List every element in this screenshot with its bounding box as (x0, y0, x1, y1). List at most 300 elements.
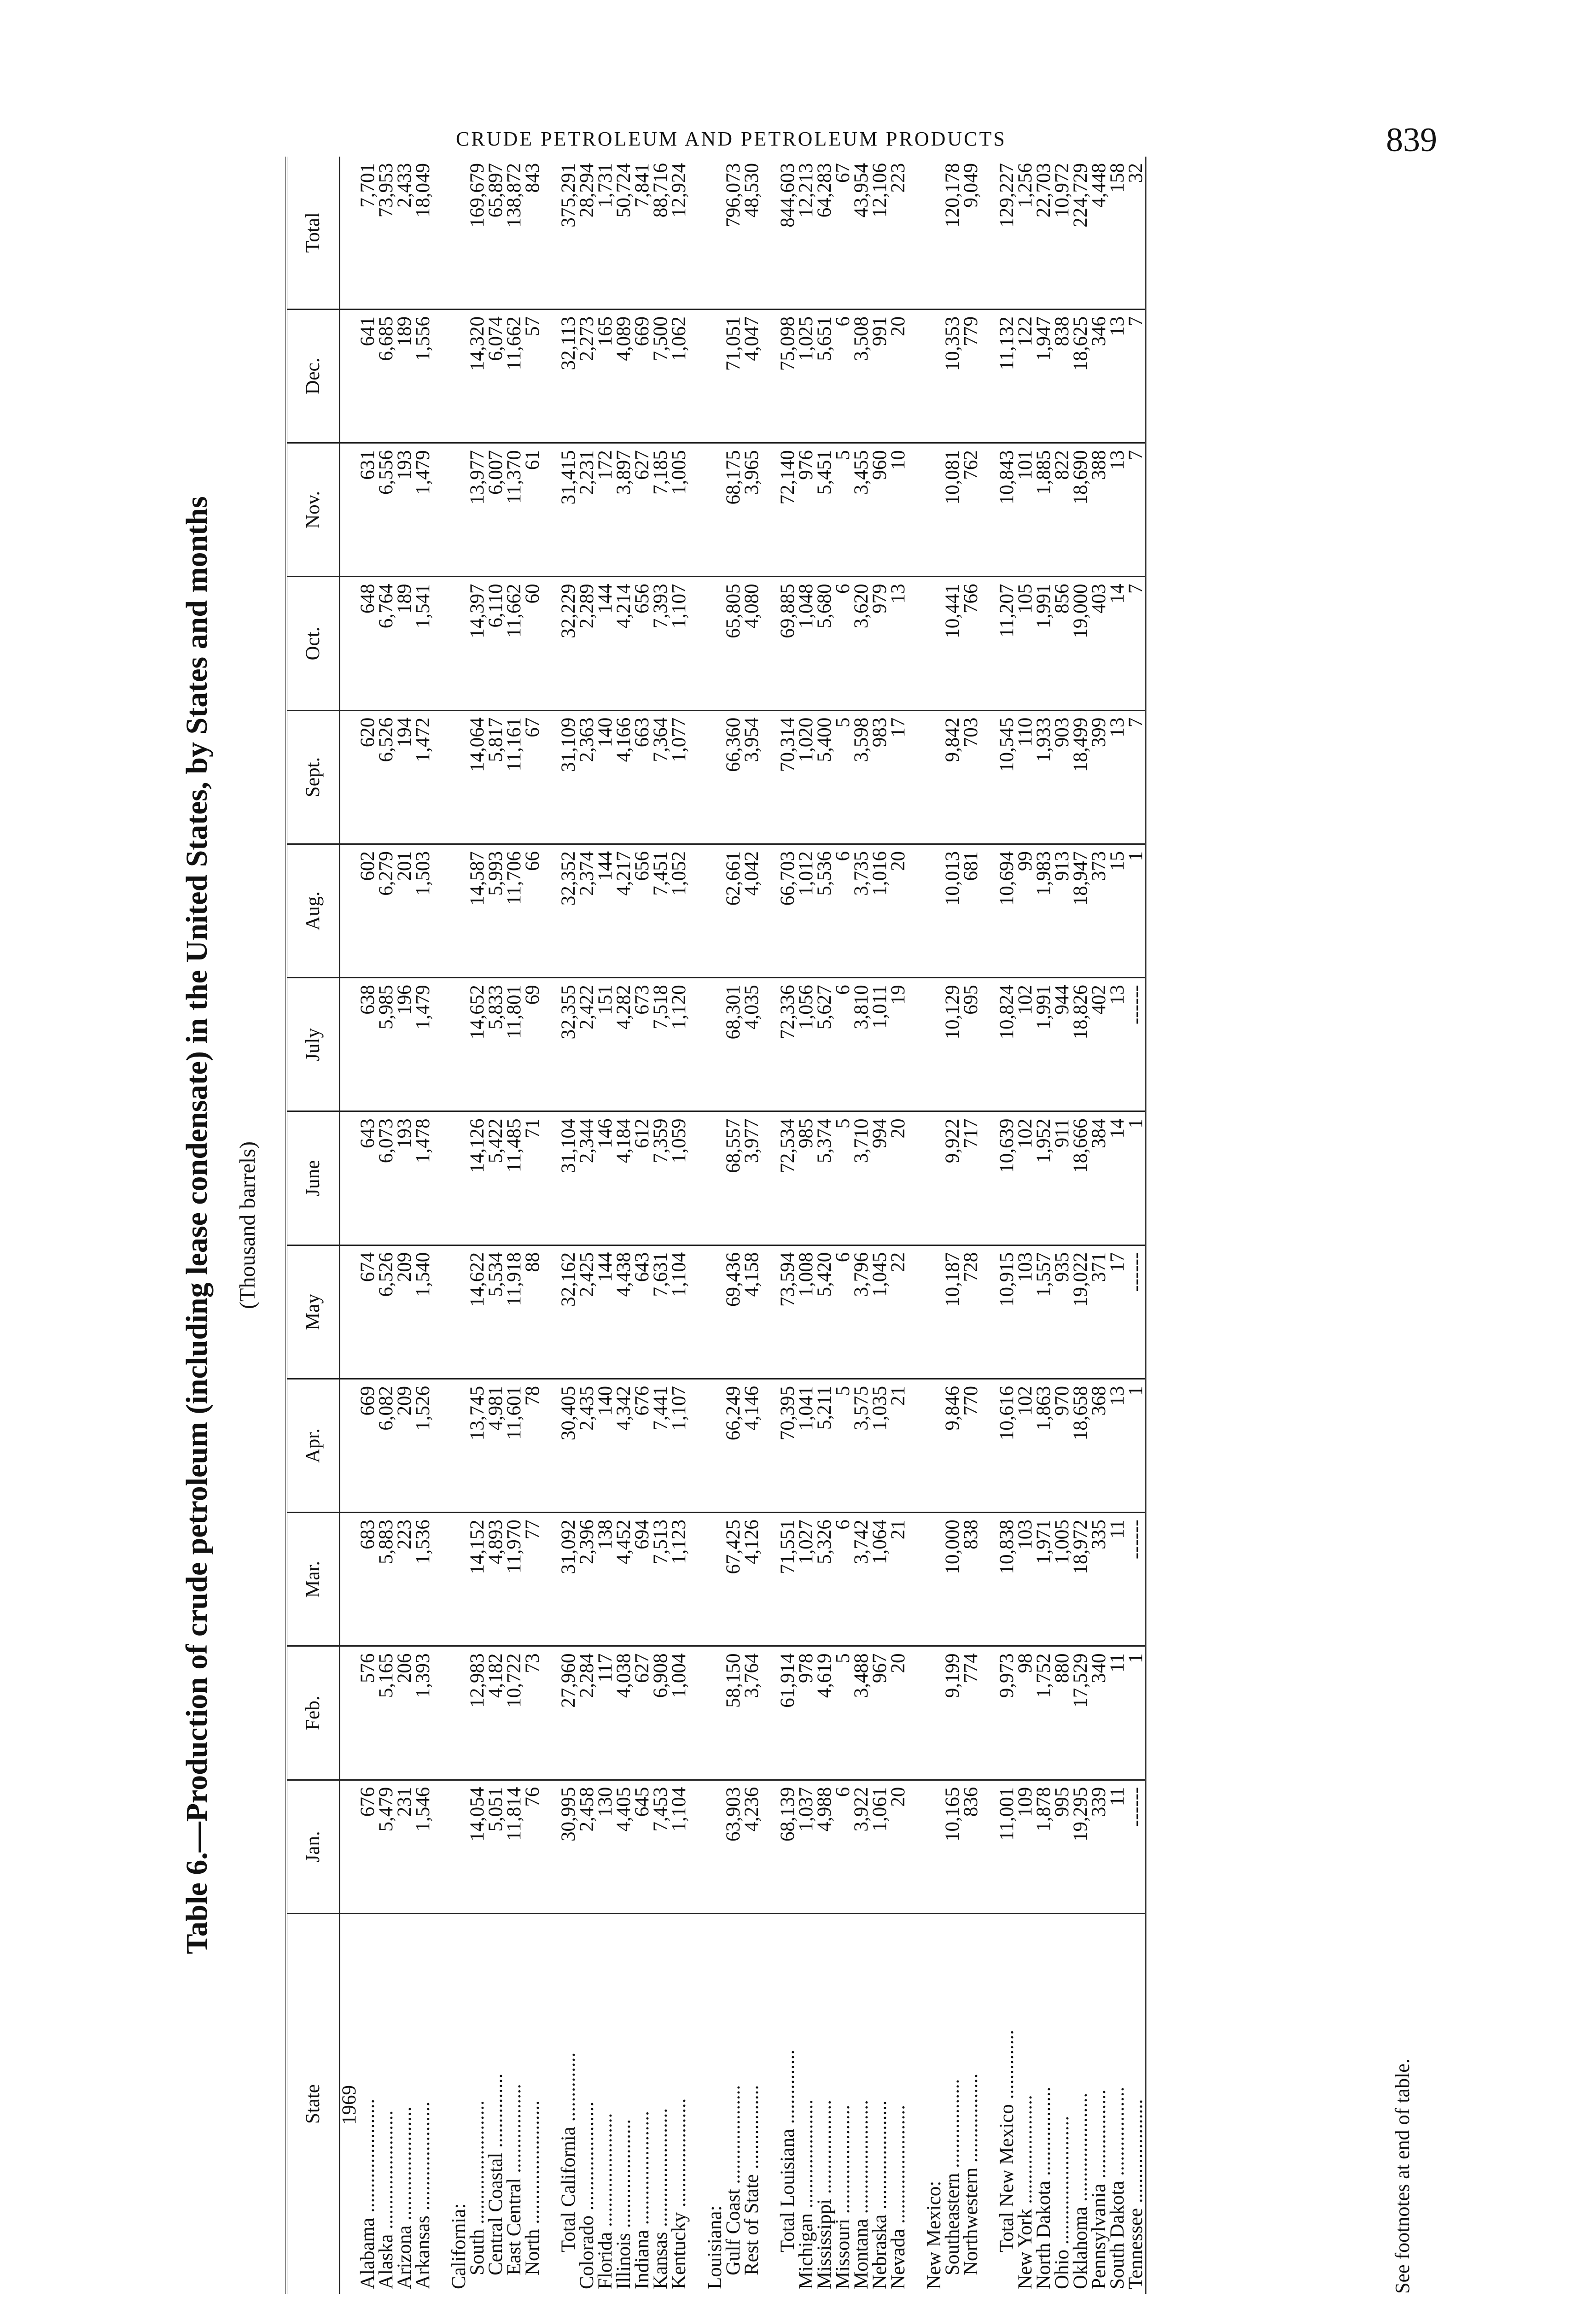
table-cell: 140 (596, 1379, 615, 1513)
row-label: Nevada ........................ (887, 2104, 909, 2289)
table-cell: 10,972 (1053, 157, 1072, 310)
table-cell: 102 (1016, 1379, 1035, 1513)
table-cell: 5,051 (487, 1780, 505, 1913)
table-cell: 110 (1016, 710, 1035, 844)
table-cell: 779 (962, 310, 980, 443)
table-cell: ------ (1127, 978, 1146, 1111)
table-cell: 11,132 (998, 310, 1016, 443)
table-cell: 371 (1090, 1245, 1108, 1379)
table-cell: 5,534 (487, 1245, 505, 1379)
table-cell: 681 (962, 844, 980, 978)
table-cell: 1,256 (1016, 157, 1035, 310)
row-label: Northwestern .................. (960, 2073, 982, 2275)
table-cell (925, 310, 944, 443)
table-cell: 189 (396, 310, 414, 443)
table-cell: 14,587 (468, 844, 487, 978)
table-cell: 1,104 (670, 1780, 688, 1913)
table-cell: 19,000 (1072, 577, 1090, 710)
table-cell: 30,405 (559, 1379, 578, 1513)
table-cell: 944 (1053, 978, 1072, 1111)
table-cell: 11 (1108, 1513, 1127, 1646)
table-cell: 18,049 (414, 157, 432, 310)
table-row (578, 157, 596, 2294)
table-cell: 1,731 (596, 157, 615, 310)
row-label: Alabama ....................... (357, 2098, 379, 2289)
table-cell (450, 1245, 468, 1379)
table-cell: 129,227 (998, 157, 1016, 310)
table-cell: 6,764 (377, 577, 396, 710)
row-label: Total Louisiana ............... (777, 2049, 798, 2252)
table-cell: 1,752 (1035, 1646, 1053, 1780)
table-row (1072, 157, 1090, 2294)
table-cell: 17 (889, 710, 908, 844)
table-cell: 5 (834, 1646, 852, 1780)
table-cell: 1,947 (1035, 310, 1053, 443)
table-cell: 5,374 (815, 1111, 834, 1245)
table-cell: 1,059 (670, 1111, 688, 1245)
table-cell: 384 (1090, 1111, 1108, 1245)
table-cell: 48,530 (743, 157, 761, 310)
table-cell: ------ (1127, 1513, 1146, 1646)
table-cell: 703 (962, 710, 980, 844)
table-cell: 903 (1053, 710, 1072, 844)
table-cell: 5 (834, 443, 852, 577)
table-cell: 20 (889, 1646, 908, 1780)
table-cell: 1,393 (414, 1646, 432, 1780)
table-row (396, 157, 414, 2294)
table-cell: 1,011 (871, 978, 889, 1111)
table-cell: 66 (524, 844, 542, 978)
table-cell: 6,526 (377, 710, 396, 844)
table-cell (925, 978, 944, 1111)
table-cell: 7,359 (652, 1111, 670, 1245)
table-cell: 976 (797, 443, 815, 577)
table-cell: 856 (1053, 577, 1072, 710)
row-label: Total New Mexico .............. (996, 2029, 1018, 2252)
table-cell: 674 (359, 1245, 377, 1379)
column-header-dec: Dec. (286, 310, 340, 443)
table-cell: 1,005 (1053, 1513, 1072, 1646)
table-cell: 18,826 (1072, 978, 1090, 1111)
row-label: Indiana ....................... (631, 2111, 653, 2289)
table-cell: 1,025 (797, 310, 815, 443)
group-spacer (688, 157, 706, 2294)
table-cell: 762 (962, 443, 980, 577)
table-cell: 656 (633, 844, 652, 978)
table-cell: 144 (596, 577, 615, 710)
table-cell: 960 (871, 443, 889, 577)
table-cell: 3,455 (852, 443, 871, 577)
table-cell (450, 978, 468, 1111)
table-cell: 2,458 (578, 1780, 596, 1913)
table-cell: 138,872 (505, 157, 524, 310)
table-cell: 60 (524, 577, 542, 710)
table-cell: 774 (962, 1646, 980, 1780)
table-row (1053, 157, 1072, 2294)
table-cell: 224,729 (1072, 157, 1090, 310)
table-cell: 6,074 (487, 310, 505, 443)
table-cell: 1,536 (414, 1513, 432, 1646)
group-spacer (908, 157, 925, 2294)
table-cell: 120,178 (944, 157, 962, 310)
table-cell: 6 (834, 1245, 852, 1379)
table-cell: 4,282 (615, 978, 633, 1111)
table-cell: 4,893 (487, 1513, 505, 1646)
table-cell: 10,545 (998, 710, 1016, 844)
table-row (797, 157, 815, 2294)
table-cell: 193 (396, 1111, 414, 1245)
table-cell: 14,622 (468, 1245, 487, 1379)
table-cell: 20 (889, 1780, 908, 1913)
table-cell: 10,843 (998, 443, 1016, 577)
table-cell: 5,985 (377, 978, 396, 1111)
table-cell (925, 1513, 944, 1646)
table-cell: 22 (889, 1245, 908, 1379)
table-cell: 72,336 (779, 978, 797, 1111)
table-cell: 602 (359, 844, 377, 978)
table-cell: 6,685 (377, 310, 396, 443)
table-cell: 68,557 (724, 1111, 743, 1245)
table-cell: 69,885 (779, 577, 797, 710)
table-cell: 7,701 (359, 157, 377, 310)
table-cell: 172 (596, 443, 615, 577)
row-label: Florida ....................... (594, 2113, 616, 2289)
table-cell: 1,035 (871, 1379, 889, 1513)
table-row (1108, 157, 1127, 2294)
table-cell: 1,933 (1035, 710, 1053, 844)
table-cell: 7 (1127, 710, 1146, 844)
table-cell: 7,513 (652, 1513, 670, 1646)
table-cell: 985 (797, 1111, 815, 1245)
table-cell: 6 (834, 978, 852, 1111)
table-cell: 983 (871, 710, 889, 844)
table-cell (706, 844, 724, 978)
table-cell: 911 (1053, 1111, 1072, 1245)
table-cell (450, 157, 468, 310)
table-cell: 14,397 (468, 577, 487, 710)
table-cell: 68,139 (779, 1780, 797, 1913)
table-cell: 10,000 (944, 1513, 962, 1646)
table-cell: 32 (1127, 157, 1146, 310)
table-cell: 1,556 (414, 310, 432, 443)
table-cell: 13 (1108, 978, 1127, 1111)
table-cell: 4,089 (615, 310, 633, 443)
table-cell: 9,842 (944, 710, 962, 844)
table-cell: 1,041 (797, 1379, 815, 1513)
table-cell: 206 (396, 1646, 414, 1780)
table-cell: 1,863 (1035, 1379, 1053, 1513)
table-cell: 7 (1127, 577, 1146, 710)
table-cell: 4,047 (743, 310, 761, 443)
table-cell: 64,283 (815, 157, 834, 310)
table-cell: 1,048 (797, 577, 815, 710)
column-header-mar: Mar. (286, 1513, 340, 1646)
group-spacer (432, 157, 450, 2294)
table-cell: 193 (396, 443, 414, 577)
row-label: Montana ....................... (850, 2100, 872, 2289)
table-cell: 673 (633, 978, 652, 1111)
rotated-table-page (147, 157, 1437, 2294)
table-cell (925, 1646, 944, 1780)
table-cell: 7,453 (652, 1780, 670, 1913)
table-cell: 663 (633, 710, 652, 844)
table-cell: 3,897 (615, 443, 633, 577)
row-label: East Central .................. (503, 2084, 525, 2275)
table-cell: 10,616 (998, 1379, 1016, 1513)
row-label: Mississippi ................... (814, 2100, 835, 2289)
table-cell: 403 (1090, 577, 1108, 710)
table-cell: 5,651 (815, 310, 834, 443)
table-cell: 32,229 (559, 577, 578, 710)
table-cell (925, 1780, 944, 1913)
table-cell: 4,217 (615, 844, 633, 978)
table-cell: 836 (962, 1780, 980, 1913)
table-cell: 103 (1016, 1513, 1035, 1646)
table-cell (925, 577, 944, 710)
row-label: Colorado ...................... (576, 2101, 598, 2289)
table-cell: 3,710 (852, 1111, 871, 1245)
row-label: New York ...................... (1014, 2095, 1036, 2289)
table-cell (450, 844, 468, 978)
table-cell: 13,977 (468, 443, 487, 577)
table-cell: 101 (1016, 443, 1035, 577)
table-cell: 4,158 (743, 1245, 761, 1379)
table-cell: 17,529 (1072, 1646, 1090, 1780)
table-cell: 158 (1108, 157, 1127, 310)
table-cell: 11,001 (998, 1780, 1016, 1913)
table-cell: 5 (834, 710, 852, 844)
table-cell: 2,396 (578, 1513, 596, 1646)
table-cell: ------ (1127, 1245, 1146, 1379)
table-cell: 1,991 (1035, 978, 1053, 1111)
table-cell (925, 1379, 944, 1513)
table-cell: 10,187 (944, 1245, 962, 1379)
table-cell: 1,478 (414, 1111, 432, 1245)
table-cell: 5,993 (487, 844, 505, 978)
table-cell: 822 (1053, 443, 1072, 577)
table-cell: 6,908 (652, 1646, 670, 1780)
table-cell: 1 (1127, 1646, 1146, 1780)
table-cell: 1,983 (1035, 844, 1053, 978)
table-cell: 196 (396, 978, 414, 1111)
table-cell (925, 1245, 944, 1379)
table-cell: 5,817 (487, 710, 505, 844)
table-cell: 1,012 (797, 844, 815, 978)
table-cell: 169,679 (468, 157, 487, 310)
table-cell: 6 (834, 310, 852, 443)
table-cell: 1,479 (414, 978, 432, 1111)
table-cell: 3,742 (852, 1513, 871, 1646)
table-cell: 144 (596, 844, 615, 978)
table-row (724, 157, 743, 2294)
table-cell: 10,694 (998, 844, 1016, 978)
table-cell: 67 (524, 710, 542, 844)
table-cell: 913 (1053, 844, 1072, 978)
table-cell: 31,109 (559, 710, 578, 844)
table-cell: 1,064 (871, 1513, 889, 1646)
table-cell: 1,472 (414, 710, 432, 844)
table-cell: 14 (1108, 577, 1127, 710)
table-cell: 4,126 (743, 1513, 761, 1646)
row-label: Central Coastal ............... (485, 2073, 507, 2275)
table-cell: 10,639 (998, 1111, 1016, 1245)
table-cell: 20 (889, 1111, 908, 1245)
table-cell: 620 (359, 710, 377, 844)
table-cell: 7,631 (652, 1245, 670, 1379)
table-row (596, 157, 615, 2294)
table-cell: 6 (834, 577, 852, 710)
table-cell: 28,294 (578, 157, 596, 310)
table-cell: 6,007 (487, 443, 505, 577)
table-cell: 27,960 (559, 1646, 578, 1780)
table-cell: 14,126 (468, 1111, 487, 1245)
table-cell: 1,120 (670, 978, 688, 1111)
table-cell: 6 (834, 844, 852, 978)
table-cell: 694 (633, 1513, 652, 1646)
table-row (377, 157, 396, 2294)
table-cell: 10,838 (998, 1513, 1016, 1646)
table-cell: 231 (396, 1780, 414, 1913)
row-label: Rest of State ................. (741, 2085, 763, 2275)
table-cell: 78 (524, 1379, 542, 1513)
table-cell: 5,326 (815, 1513, 834, 1646)
table-cell: 71,051 (724, 310, 743, 443)
row-label: North Dakota .................. (1033, 2087, 1054, 2289)
table-cell: 7 (1127, 310, 1146, 443)
table-row (852, 157, 871, 2294)
table-cell: 7,364 (652, 710, 670, 844)
table-cell: 1,503 (414, 844, 432, 978)
table-cell: ------ (1127, 1780, 1146, 1913)
row-label: Louisiana: (704, 2205, 726, 2289)
table-cell: 5,680 (815, 577, 834, 710)
table-cell: 994 (871, 1111, 889, 1245)
table-cell (706, 1111, 724, 1245)
table-row (468, 157, 487, 2294)
table-cell: 373 (1090, 844, 1108, 978)
table-cell: 72,534 (779, 1111, 797, 1245)
table-row (652, 157, 670, 2294)
table-cell (706, 157, 724, 310)
table-cell: 5,451 (815, 443, 834, 577)
table-cell: 3,488 (852, 1646, 871, 1780)
column-header-apr: Apr. (286, 1379, 340, 1513)
table-cell: 3,954 (743, 710, 761, 844)
table-cell: 796,073 (724, 157, 743, 310)
table-cell: 1 (1127, 844, 1146, 978)
table-cell: 2,363 (578, 710, 596, 844)
table-cell: 43,954 (852, 157, 871, 310)
table-cell: 935 (1053, 1245, 1072, 1379)
row-label: Southeastern .................. (942, 2079, 963, 2275)
table-cell: 12,924 (670, 157, 688, 310)
table-cell: 11,801 (505, 978, 524, 1111)
group-spacer (542, 157, 559, 2294)
table-cell: 50,724 (615, 157, 633, 310)
table-cell: 5,833 (487, 978, 505, 1111)
table-cell: 1,971 (1035, 1513, 1053, 1646)
table-cell: 71,551 (779, 1513, 797, 1646)
table-cell: 669 (633, 310, 652, 443)
table-row (889, 157, 908, 2294)
table-cell: 13 (1108, 443, 1127, 577)
table-cell: 32,113 (559, 310, 578, 443)
table-cell: 1,104 (670, 1245, 688, 1379)
table-cell: 1,107 (670, 577, 688, 710)
table-cell: 223 (396, 1513, 414, 1646)
table-cell: 843 (524, 157, 542, 310)
table-cell: 67,425 (724, 1513, 743, 1646)
column-header-may: May (286, 1245, 340, 1379)
table-cell: 70,395 (779, 1379, 797, 1513)
table-cell: 18,690 (1072, 443, 1090, 577)
table-cell: 3,965 (743, 443, 761, 577)
table-cell: 5,420 (815, 1245, 834, 1379)
table-cell: 2,289 (578, 577, 596, 710)
page-number: 839 (1386, 121, 1437, 159)
table-cell: 12,983 (468, 1646, 487, 1780)
table-cell: 7,500 (652, 310, 670, 443)
table-cell: 676 (633, 1379, 652, 1513)
column-header-aug: Aug. (286, 844, 340, 978)
table-cell (706, 443, 724, 577)
table-row (505, 157, 524, 2294)
table-cell: 22,703 (1035, 157, 1053, 310)
row-label: Total California .............. (558, 2052, 579, 2252)
table-cell: 7 (1127, 443, 1146, 577)
table-cell: 6,526 (377, 1245, 396, 1379)
table-cell: 10,165 (944, 1780, 962, 1913)
table-cell: 7,185 (652, 443, 670, 577)
table-cell: 88,716 (652, 157, 670, 310)
table-cell: 4,405 (615, 1780, 633, 1913)
table-cell (706, 978, 724, 1111)
table-cell: 10,353 (944, 310, 962, 443)
table-cell: 1,878 (1035, 1780, 1053, 1913)
table-cell: 109 (1016, 1780, 1035, 1913)
table-row (815, 157, 834, 2294)
table-cell: 3,620 (852, 577, 871, 710)
table-cell: 11,970 (505, 1513, 524, 1646)
table-cell: 3,922 (852, 1780, 871, 1913)
table-cell: 4,214 (615, 577, 633, 710)
table-cell: 18,972 (1072, 1513, 1090, 1646)
table-row (962, 157, 980, 2294)
table-row (1016, 157, 1035, 2294)
table-cell: 13 (1108, 1379, 1127, 1513)
table-cell: 3,575 (852, 1379, 871, 1513)
table-cell: 31,415 (559, 443, 578, 577)
table-cell: 14,054 (468, 1780, 487, 1913)
table-cell: 209 (396, 1245, 414, 1379)
table-cell (706, 1379, 724, 1513)
table-cell: 73 (524, 1646, 542, 1780)
table-cell: 388 (1090, 443, 1108, 577)
table-cell: 4,988 (815, 1780, 834, 1913)
table-cell: 4,042 (743, 844, 761, 978)
table-cell: 4,182 (487, 1646, 505, 1780)
table-cell: 102 (1016, 1111, 1035, 1245)
table-cell: 69 (524, 978, 542, 1111)
table-row (359, 157, 377, 2294)
row-label: Arizona ....................... (394, 2106, 415, 2289)
table-cell: 2,422 (578, 978, 596, 1111)
table-cell: 770 (962, 1379, 980, 1513)
table-cell: 61 (524, 443, 542, 577)
table-cell: 6 (834, 1513, 852, 1646)
row-label: Kentucky ...................... (668, 2098, 690, 2289)
table-cell: 643 (359, 1111, 377, 1245)
